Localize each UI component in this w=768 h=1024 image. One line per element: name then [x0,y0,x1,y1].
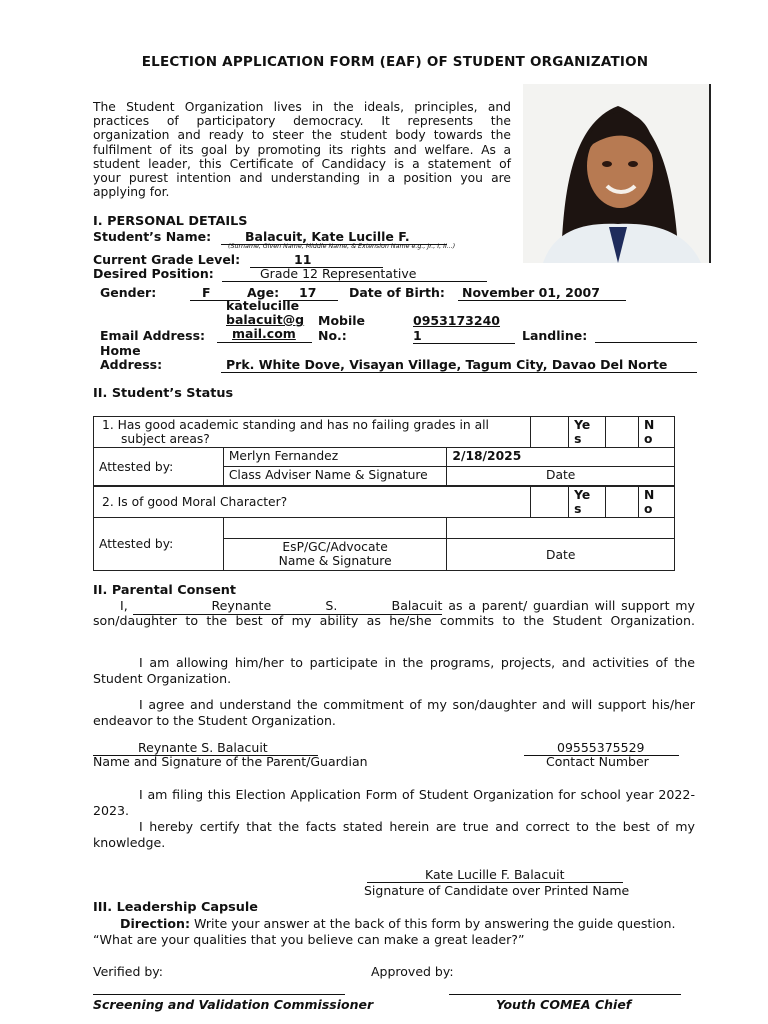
student-name-label: Student’s Name: [93,229,212,244]
student-name-field[interactable]: Balacuit, Kate Lucille F. [221,229,447,245]
mobile-field-line2[interactable]: 1 [413,328,515,344]
intro-line: your purest intention and understanding in a position you are [93,171,511,186]
intro-line: practices of participatory democracy. It represents the [93,114,511,129]
mobile-label-line1: Mobile [318,313,366,328]
parent-name-field[interactable]: Reynante S. Balacuit [133,598,442,615]
intro-line: student leader, this Certificate of Candidacy is a statement of [93,156,511,171]
candidate-signature-caption: Signature of Candidate over Printed Name [364,883,630,898]
moral-no-label [639,487,675,518]
landline-label: Landline: [522,328,588,343]
moral-attested-label: Attested by: [94,518,224,571]
academic-question-line1: 1. Has good academic standing and has no failing grades in all [102,418,489,432]
status-table-moral [93,486,675,571]
mobile-field-line1[interactable]: 0953173240 [413,313,500,328]
academic-question-line2: subject areas? [121,432,210,446]
email-field[interactable] [226,299,304,341]
academic-checkbox-yes[interactable] [531,417,569,448]
email-line: balacuit@g [226,312,305,327]
yes-text: s [574,502,582,516]
contact-number-field[interactable]: 09555375529 [524,740,679,756]
esp-date-caption: Date [447,539,675,571]
date-of-birth-label: Date of Birth: [349,285,445,300]
academic-question [94,417,531,448]
adviser-date-field[interactable]: 2/18/2025 [447,448,675,467]
status-table-academic [93,416,675,486]
moral-checkbox-yes[interactable] [531,487,569,518]
candidate-signature-field[interactable]: Kate Lucille F. Balacuit [367,867,623,883]
contact-number-caption: Contact Number [546,754,649,769]
moral-yes-label [569,487,606,518]
esp-date-field[interactable] [447,518,675,539]
age-field[interactable]: 17 [283,285,338,301]
consent-line2: son/daughter to the best of my ability as he/she commits to the Student Organization. [93,613,695,628]
desired-position-field[interactable]: Grade 12 Representative [222,266,487,282]
academic-attested-label: Attested by: [94,448,224,486]
adviser-caption: Class Adviser Name & Signature [223,467,447,486]
parent-signature-field[interactable]: Reynante S. Balacuit [93,740,318,756]
no-text: N [644,418,655,432]
student-photo [523,84,711,263]
form-title: ELECTION APPLICATION FORM (EAF) OF STUDENT ORGANIZATION [141,54,649,70]
certify-paragraph: I hereby certify that the facts stated herein are true and correct to the best of my knowledge. [93,819,695,850]
adviser-date-caption: Date [447,467,675,486]
filing-paragraph: I am filing this Election Application Form of Student Organization for school year 2022-2023. [93,787,695,818]
verifier-title: Screening and Validation Commissioner [93,997,374,1012]
grade-level-field[interactable]: 11 [250,252,383,268]
consent-paragraph-2: I am allowing him/her to participate in the programs, projects, and activities of the Student Organization. [93,655,695,686]
esp-caption-line2: Name & Signature [278,554,392,568]
yes-text: s [574,432,582,446]
intro-line: applying for. [93,185,170,200]
consent-paragraph-3: I agree and understand the commitment of my son/daughter and will support his/her endeavor to the Student Organization. [93,697,695,728]
student-status-heading: II. Student’s Status [93,386,234,401]
personal-details-heading: I. PERSONAL DETAILS [93,214,248,229]
approver-title: Youth COMEA Chief [496,997,632,1012]
email-line: mail.com [232,326,296,341]
grade-level-label: Current Grade Level: [93,252,241,267]
desired-position-label: Desired Position: [93,266,214,281]
email-line: katelucille [226,298,300,313]
no-text: N [644,488,655,502]
yes-text: Ye [574,488,591,502]
approver-signature-line[interactable] [449,994,681,995]
intro-line: organization and ready to steer the student body towards the [93,128,511,143]
esp-caption [223,539,447,571]
academic-yes-label [569,417,606,448]
direction-text [120,916,676,931]
leadership-capsule-heading: III. Leadership Capsule [93,900,258,915]
no-text: o [644,502,653,516]
intro-paragraph [93,100,511,199]
student-portrait-image [523,84,711,263]
esp-name-field[interactable] [223,518,447,539]
email-underline [217,342,312,343]
verifier-signature-line[interactable] [93,994,345,995]
moral-question: 2. Is of good Moral Character? [94,487,531,518]
home-address-field[interactable]: Prk. White Dove, Visayan Village, Tagum City, Davao Del Norte [221,357,697,373]
direction-label: Direction: [120,916,190,931]
consent-prefix: I, [120,598,134,613]
esp-caption-line1: EsP/GC/Advocate [282,540,388,554]
guide-question: “What are your qualities that you believe can make a great leader?” [93,932,525,947]
home-address-label-line1: Home [100,343,141,358]
moral-checkbox-no[interactable] [606,487,639,518]
intro-line: fulfilment of its goal by promoting its rights and welfare. As a [93,142,511,157]
approved-by-label: Approved by: [371,964,454,979]
student-name-hint: (Surname, Given Name, Middle Name, & Extension Name e.g., Jr., I, II...) [228,243,456,250]
consent-suffix: as a parent/ guardian will support my [442,598,695,613]
parent-signature-caption: Name and Signature of the Parent/Guardian [93,754,368,769]
no-text: o [644,432,653,446]
yes-text: Ye [574,418,591,432]
date-of-birth-field[interactable]: November 01, 2007 [458,285,626,301]
adviser-name-field[interactable]: Merlyn Fernandez [223,448,447,467]
intro-line: The Student Organization lives in the ideals, principles, and [93,100,511,114]
email-label: Email Address: [100,328,206,343]
gender-label: Gender: [100,285,157,300]
parental-consent-heading: II. Parental Consent [93,583,237,598]
age-label: Age: [247,285,280,300]
academic-no-label [639,417,675,448]
academic-checkbox-no[interactable] [606,417,639,448]
verified-by-label: Verified by: [93,964,163,979]
gender-field[interactable]: F [190,285,240,301]
landline-field[interactable] [595,342,697,343]
home-address-label-line2: Address: [100,357,163,372]
mobile-label-line2: No.: [318,328,347,343]
direction-body: Write your answer at the back of this form by answering the guide question. [189,916,676,931]
